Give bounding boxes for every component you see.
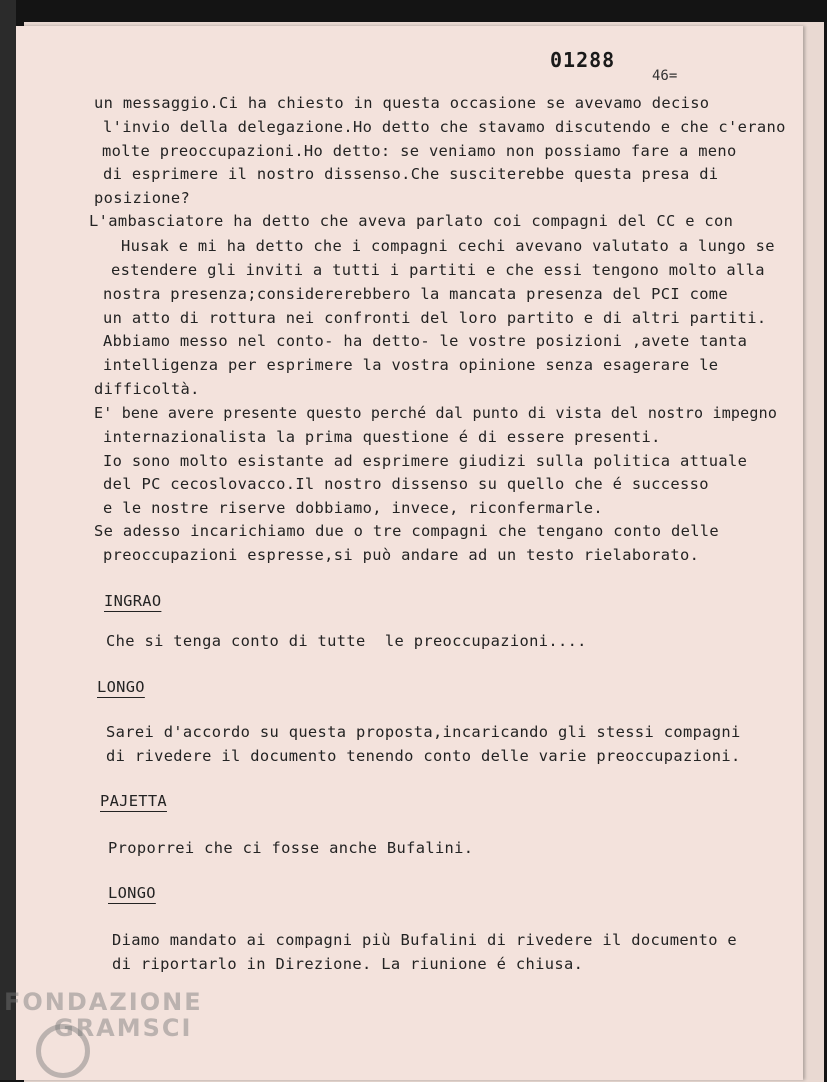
body-line: un atto di rottura nei confronti del loro partito e di altri partiti.: [103, 309, 767, 327]
speech-line: di riportarlo in Direzione. La riunione é chiusa.: [112, 955, 584, 973]
scan-background: [0, 0, 16, 1080]
body-line: e le nostre riserve dobbiamo, invece, riconfermarle.: [103, 499, 604, 517]
body-line: di esprimere il nostro dissenso.Che susciterebbe questa presa di: [103, 165, 719, 183]
body-line: E' bene avere presente questo perché dal punto di vista del nostro impegno: [94, 404, 778, 422]
speaker-heading-ingrao: INGRAO: [104, 592, 162, 610]
watermark-line1: FONDAZIONE: [4, 988, 203, 1016]
body-line: difficoltà.: [94, 380, 200, 398]
speech-line: Diamo mandato ai compagni più Bufalini di rivedere il documento e: [112, 931, 738, 949]
body-line: molte preoccupazioni.Ho detto: se veniamo non possiamo fare a meno: [102, 142, 737, 160]
document-number: 01288: [550, 48, 616, 72]
body-line: Abbiamo messo nel conto- ha detto- le vostre posizioni ,avete tanta: [103, 332, 748, 350]
watermark-line2: GRAMSCI: [54, 1014, 193, 1042]
page-number: 46=: [652, 68, 678, 84]
body-line: un messaggio.Ci ha chiesto in questa occasione se avevamo deciso: [94, 94, 710, 112]
speech-line: Proporrei che ci fosse anche Bufalini.: [108, 839, 474, 857]
watermark: [4, 988, 203, 1042]
body-line: internazionalista la prima questione é di essere presenti.: [103, 428, 661, 446]
speech-line: Sarei d'accordo su questa proposta,incaricando gli stessi compagni: [106, 723, 741, 741]
body-line: posizione?: [94, 189, 191, 207]
body-line: nostra presenza;considererebbero la mancata presenza del PCI come: [103, 285, 729, 303]
show-through-decoration: [470, 570, 670, 870]
body-line: Husak e mi ha detto che i compagni cechi avevano valutato a lungo se: [121, 237, 775, 255]
body-line: estendere gli inviti a tutti i partiti e che essi tengono molto alla: [111, 261, 765, 279]
speaker-heading-pajetta: PAJETTA: [100, 792, 167, 810]
speaker-heading-longo: LONGO: [108, 884, 156, 902]
speech-line: Che si tenga conto di tutte le preoccupazioni....: [106, 632, 587, 650]
body-line: preoccupazioni espresse,si può andare ad un testo rielaborato.: [103, 546, 700, 564]
body-line: Se adesso incarichiamo due o tre compagni che tengano conto delle: [94, 522, 720, 540]
body-line: intelligenza per esprimere la vostra opinione senza esagerare le: [103, 356, 719, 374]
speech-line: di rivedere il documento tenendo conto delle varie preoccupazioni.: [106, 747, 741, 765]
body-line: L'ambasciatore ha detto che aveva parlato coi compagni del CC e con: [89, 212, 734, 230]
body-line: l'invio della delegazione.Ho detto che stavamo discutendo e che c'erano: [103, 118, 786, 136]
speaker-heading-longo: LONGO: [97, 678, 145, 696]
body-line: del PC cecoslovacco.Il nostro dissenso su quello che é successo: [103, 475, 709, 493]
body-line: Io sono molto esistante ad esprimere giudizi sulla politica attuale: [103, 452, 748, 470]
